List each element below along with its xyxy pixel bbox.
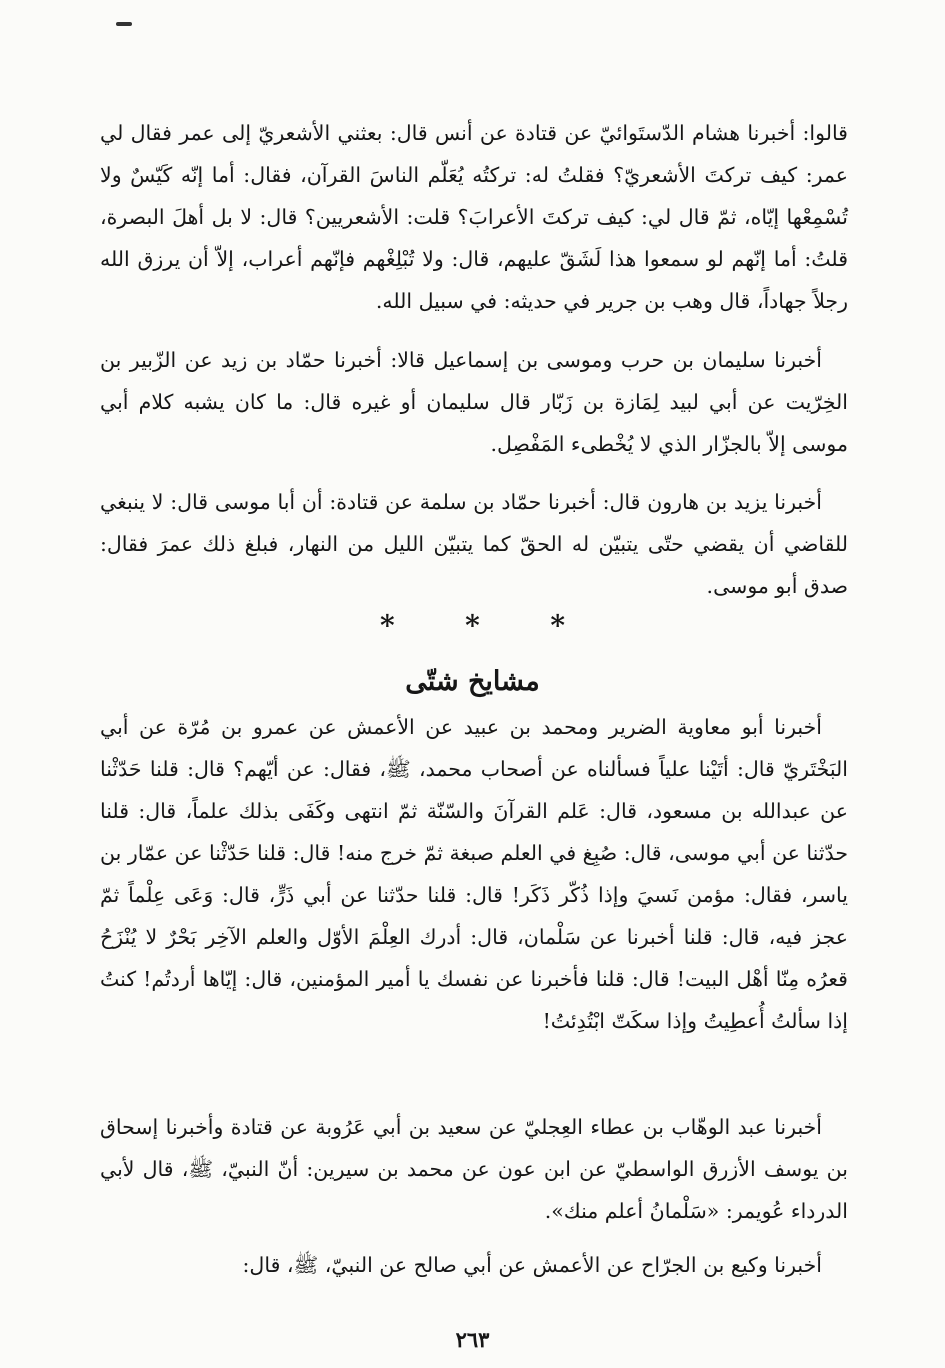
paragraph-yazid-harun (100, 481, 848, 607)
page-number: ٢٦٣ (455, 1327, 490, 1352)
separator-star: * (550, 609, 565, 642)
section-separator (380, 609, 565, 642)
paragraph-text: أخبرنا سليمان بن حرب وموسى بن إسماعيل قالا: أخبرنا حمّاد بن زيد عن الزّبير بن الخِرّيت عن أبي لبيد لِمَازة بن زَبّار قال سليمان أو غيره قال: ما كان يشبه كلام أبي موسى إلاّ بالجزّار الذي لا يُخْطىء المَفْصِل. (100, 348, 848, 456)
corner-mark (116, 22, 132, 26)
paragraph-text: أخبرنا عبد الوهّاب بن عطاء العِجليّ عن سعيد بن أبي عَرُوبة عن قتادة وأخبرنا إسحاق بن يوسف الأزرق الواسطيّ عن ابن عون عن محمد بن سيرين: أنّ النبيّ، ﷺ، قال لأبي الدرداء عُويمر: «سَلْمانُ أعلم منك». (100, 1115, 848, 1223)
separator-star: * (380, 609, 395, 642)
paragraph-waki (100, 1244, 848, 1286)
paragraph-text: قالوا: أخبرنا هشام الدّستَوائيّ عن قتادة عن أنس قال: بعثني الأشعريّ إلى عمر فقال لي عمر: كيف تركتَ الأشعريّ؟ فقلتُ له: تركتُه يُعَلّم الناسَ القرآن، فقال: أما إنّه كَيّسٌ ولا تُسْمِعْها إيّاه، ثمّ قال لي: كيف تركتَ الأعرابَ؟ قلت: الأشعريين؟ قال: لا بل أهلَ البصرة، قلتُ: أما إنّهم لو سمعوا هذا لَشَقّ عليهم، قال: ولا تُبْلِغْهم فإنّهم أعراب، إلاّ أن يرزق الله رجلاً جهاداً، قال وهب بن جرير في حديثه: في سبيل الله. (100, 121, 848, 313)
paragraph-sulaiman-harb (100, 339, 848, 465)
separator-star: * (465, 609, 480, 642)
paragraph-hisham-anas (100, 112, 848, 322)
paragraph-abd-alwahhab (100, 1106, 848, 1232)
section-title: مشايخ شتّى (405, 666, 540, 697)
paragraph-text: أخبرنا وكيع بن الجرّاح عن الأعمش عن أبي صالح عن النبيّ، ﷺ، قال: (242, 1253, 822, 1277)
paragraph-text: أخبرنا يزيد بن هارون قال: أخبرنا حمّاد بن سلمة عن قتادة: أن أبا موسى قال: لا ينبغي للقاضي أن يقضي حتّى يتبيّن له الحقّ كما يتبيّن الليل من النهار، فبلغ ذلك عمرَ فقال: صدق أبو موسى. (100, 490, 848, 598)
paragraph-abu-muawiya (100, 706, 848, 1042)
paragraph-text: أخبرنا أبو معاوية الضرير ومحمد بن عبيد عن الأعمش عن عمرو بن مُرّة عن أبي البَخْتَريّ قال: أتَيْنا علياً فسألناه عن أصحاب محمد، ﷺ، فقال: عن أيّهم؟ قال: قلنا حَدّثْنا عن عبدالله بن مسعود، قال: عَلم القرآنَ والسّنّة ثمّ انتهى وكَفَى بذلك علماً، قال: قلنا حدّثنا عن أبي موسى، قال: صُبِغ في العلم صبغة ثمّ خرج منه! قال: قلنا حَدّثْنا عن عمّار بن ياسر، فقال: مؤمن نَسيَ وإذا ذُكّر ذَكَر! قال: قلنا حدّثنا عن أبي ذَرٍّ، قال: وَعَى عِلْماً ثمّ عجز فيه، قال: قلنا أخبرنا عن سَلْمان، قال: أدرك العِلْمَ الأوّل والعلم الآخِر بَحْرٌ لا يُنْزَحُ قعرُه مِنّا أهْل البيت! قال: قلنا فأخبرنا عن نفسك يا أمير المؤمنين، قال: إيّاها أردتُم! كنتُ إذا سألتُ أُعطِيتُ وإذا سكَتّ ابْتُدِئتُ! (100, 715, 848, 1033)
